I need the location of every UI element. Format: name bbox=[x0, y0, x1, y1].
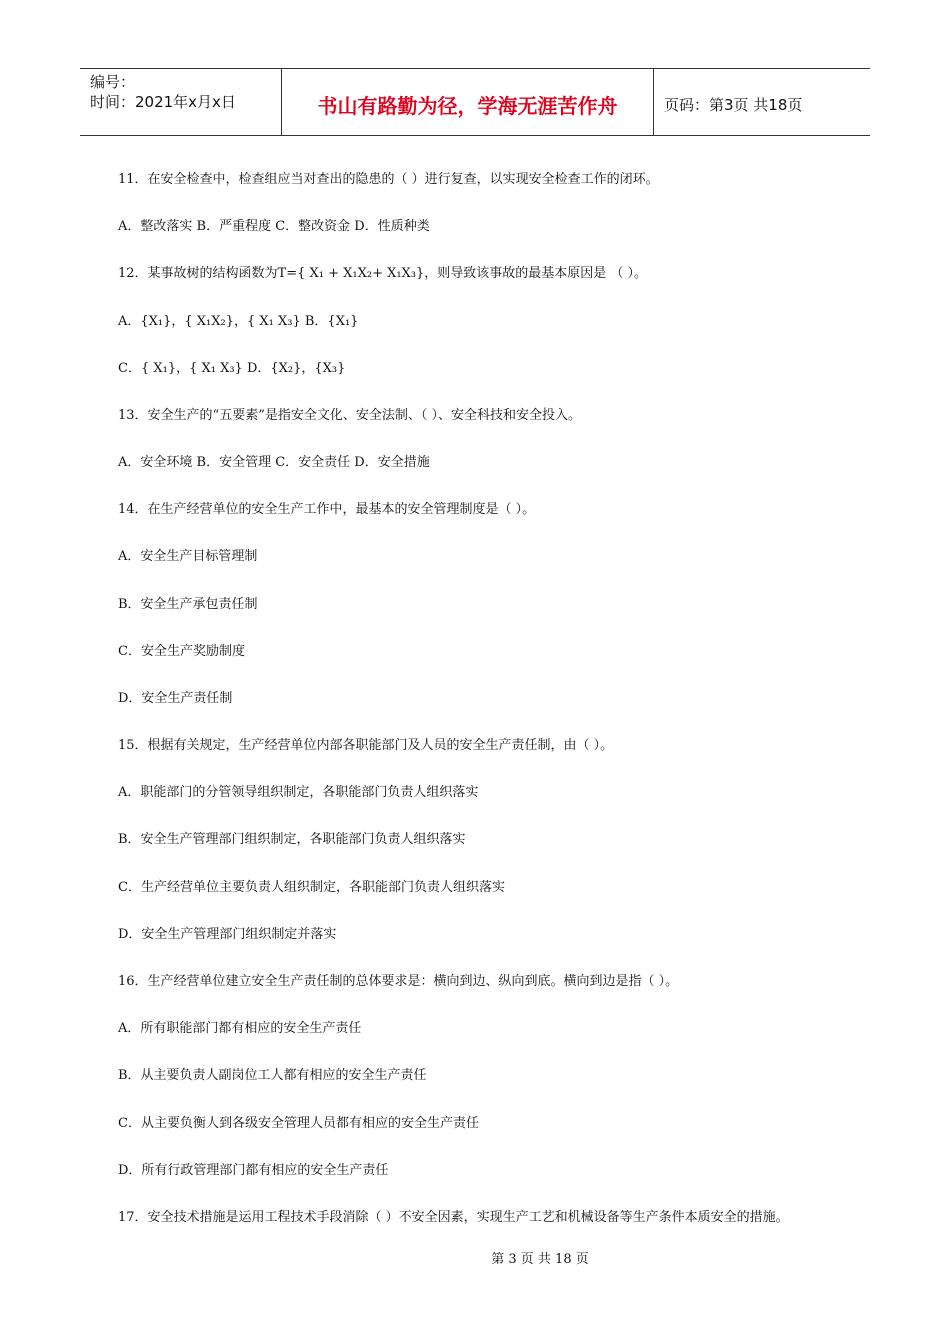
time-label: 时间：2021年x月x日 bbox=[90, 93, 236, 111]
option-15-b: B．安全生产管理部门组织制定，各职能部门负责人组织落实 bbox=[118, 832, 466, 847]
question-12: 12．某事故树的结构函数为T={ X₁ + X₁X₂+ X₁X₃}，则导致该事故的最基本原因是 （ ）。 bbox=[118, 266, 648, 281]
option-14-b: B．安全生产承包责任制 bbox=[118, 597, 258, 612]
page-footer: 第 3 页 共 18 页 bbox=[491, 1252, 589, 1267]
header-meta bbox=[80, 69, 282, 135]
option-16-c: C．从主要负衡人到各级安全管理人员都有相应的安全生产责任 bbox=[118, 1116, 479, 1131]
question-17: 17．安全技术措施是运用工程技术手段消除（ ）不安全因素，实现生产工艺和机械设备等生产条件本质安全的措施。 bbox=[118, 1210, 789, 1225]
option-15-a: A．职能部门的分管领导组织制定，各职能部门负责人组织落实 bbox=[118, 785, 479, 800]
option-16-a: A．所有职能部门都有相应的安全生产责任 bbox=[118, 1021, 362, 1036]
option-16-d: D．所有行政管理部门都有相应的安全生产责任 bbox=[118, 1163, 389, 1178]
options-13: A．安全环境 B．安全管理 C．安全责任 D．安全措施 bbox=[118, 455, 430, 470]
motto: 书山有路勤为径，学海无涯苦作舟 bbox=[282, 69, 654, 135]
option-14-c: C．安全生产奖励制度 bbox=[118, 644, 245, 659]
options-12-cd: C．{ X₁}，{ X₁ X₃} D．{X₂}，{X₃} bbox=[118, 361, 346, 376]
number-label: 编号： bbox=[90, 73, 136, 91]
question-15: 15．根据有关规定，生产经营单位内部各职能部门及人员的安全生产责任制，由（ ）。 bbox=[118, 738, 614, 753]
option-15-c: C．生产经营单位主要负责人组织制定，各职能部门负责人组织落实 bbox=[118, 880, 505, 895]
question-16: 16．生产经营单位建立安全生产责任制的总体要求是：横向到边、纵向到底。横向到边是指（ ）。 bbox=[118, 974, 679, 989]
page-info: 页码：第3页 共18页 bbox=[664, 95, 803, 114]
options-11: A．整改落实 B．严重程度 C．整改资金 D．性质种类 bbox=[118, 219, 430, 234]
question-14: 14．在生产经营单位的安全生产工作中，最基本的安全管理制度是（ ）。 bbox=[118, 502, 536, 517]
options-12-ab: A．{X₁}，{ X₁X₂}，{ X₁ X₃} B．{X₁} bbox=[118, 314, 359, 329]
option-16-b: B．从主要负责人副岗位工人都有相应的安全生产责任 bbox=[118, 1068, 427, 1083]
option-14-d: D．安全生产责任制 bbox=[118, 691, 233, 706]
question-11: 11．在安全检查中，检查组应当对查出的隐患的（ ）进行复查，以实现安全检查工作的闭环。 bbox=[118, 172, 659, 187]
page-header bbox=[80, 68, 870, 136]
option-14-a: A．安全生产目标管理制 bbox=[118, 549, 258, 564]
question-13: 13．安全生产的“五要素”是指安全文化、安全法制、（ ）、安全科技和安全投入。 bbox=[118, 408, 581, 423]
option-15-d: D．安全生产管理部门组织制定并落实 bbox=[118, 927, 337, 942]
